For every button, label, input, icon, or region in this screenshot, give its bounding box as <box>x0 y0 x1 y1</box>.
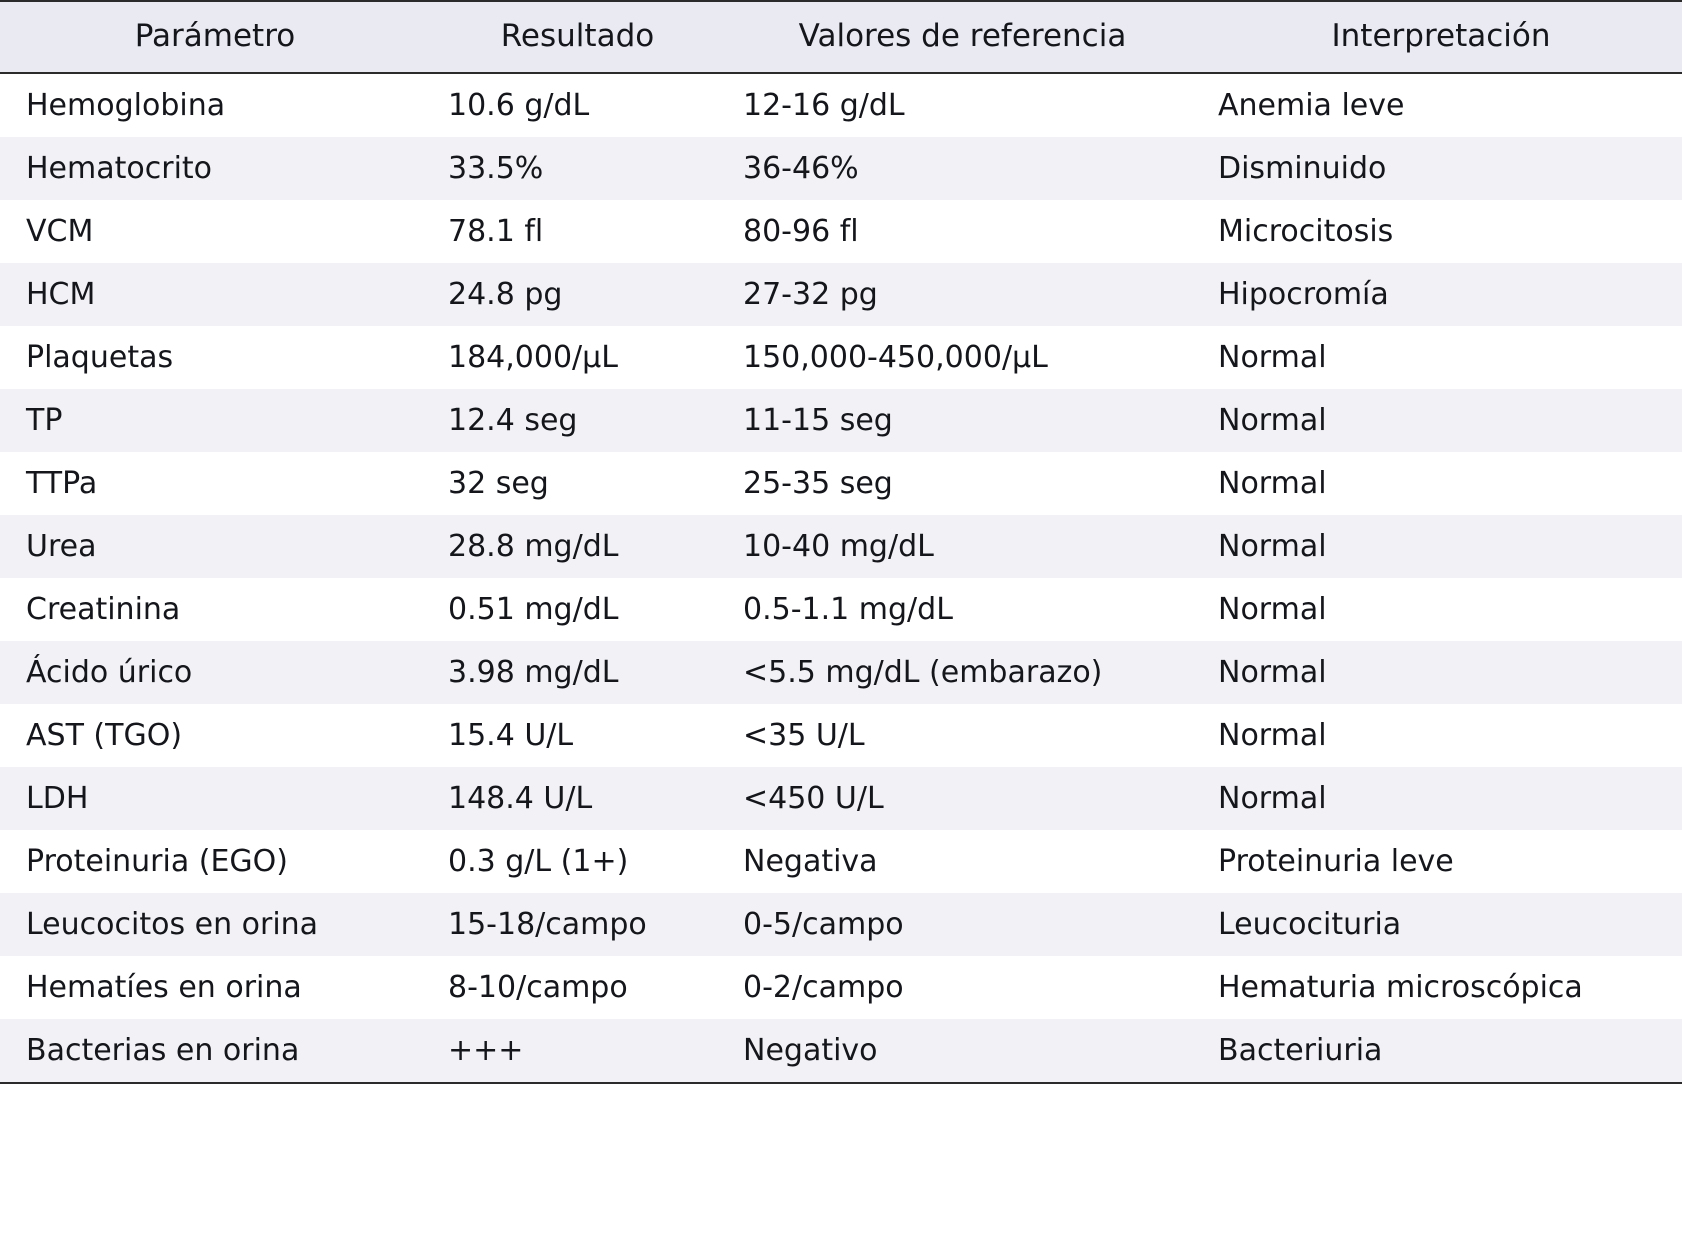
table-row <box>0 452 1682 515</box>
cell-interpretacion: Bacteriuria <box>1200 1019 1682 1083</box>
cell-resultado: 78.1 fl <box>430 200 725 263</box>
cell-valores-referencia: 10-40 mg/dL <box>725 515 1200 578</box>
table-header <box>0 1 1682 73</box>
table-row <box>0 263 1682 326</box>
cell-interpretacion: Leucocituria <box>1200 893 1682 956</box>
cell-valores-referencia: 11-15 seg <box>725 389 1200 452</box>
cell-interpretacion: Normal <box>1200 578 1682 641</box>
table-row <box>0 200 1682 263</box>
cell-interpretacion: Anemia leve <box>1200 73 1682 137</box>
cell-resultado: 33.5% <box>430 137 725 200</box>
cell-resultado: 28.8 mg/dL <box>430 515 725 578</box>
cell-resultado: 12.4 seg <box>430 389 725 452</box>
cell-resultado: 0.3 g/L (1+) <box>430 830 725 893</box>
cell-parametro: Hematocrito <box>0 137 430 200</box>
cell-resultado: 8-10/campo <box>430 956 725 1019</box>
cell-parametro: TP <box>0 389 430 452</box>
cell-parametro: Proteinuria (EGO) <box>0 830 430 893</box>
cell-parametro: Ácido úrico <box>0 641 430 704</box>
column-header-resultado: Resultado <box>430 1 725 73</box>
cell-interpretacion: Normal <box>1200 641 1682 704</box>
cell-resultado: 184,000/µL <box>430 326 725 389</box>
cell-resultado: 148.4 U/L <box>430 767 725 830</box>
cell-resultado: 15-18/campo <box>430 893 725 956</box>
table-row <box>0 641 1682 704</box>
table-row <box>0 704 1682 767</box>
cell-valores-referencia: 80-96 fl <box>725 200 1200 263</box>
cell-interpretacion: Normal <box>1200 326 1682 389</box>
cell-parametro: Plaquetas <box>0 326 430 389</box>
cell-resultado: 10.6 g/dL <box>430 73 725 137</box>
table-row <box>0 767 1682 830</box>
cell-parametro: TTPa <box>0 452 430 515</box>
cell-interpretacion: Normal <box>1200 704 1682 767</box>
cell-valores-referencia: 12-16 g/dL <box>725 73 1200 137</box>
cell-parametro: VCM <box>0 200 430 263</box>
cell-valores-referencia: <35 U/L <box>725 704 1200 767</box>
cell-parametro: LDH <box>0 767 430 830</box>
table-row <box>0 515 1682 578</box>
cell-valores-referencia: 0.5-1.1 mg/dL <box>725 578 1200 641</box>
cell-valores-referencia: 0-2/campo <box>725 956 1200 1019</box>
cell-valores-referencia: <450 U/L <box>725 767 1200 830</box>
column-header-valores-referencia: Valores de referencia <box>725 1 1200 73</box>
table-row <box>0 326 1682 389</box>
cell-valores-referencia: 36-46% <box>725 137 1200 200</box>
cell-parametro: HCM <box>0 263 430 326</box>
cell-resultado: 0.51 mg/dL <box>430 578 725 641</box>
cell-parametro: Creatinina <box>0 578 430 641</box>
table-row <box>0 137 1682 200</box>
table-row <box>0 956 1682 1019</box>
cell-interpretacion: Normal <box>1200 515 1682 578</box>
cell-interpretacion: Hipocromía <box>1200 263 1682 326</box>
cell-valores-referencia: Negativa <box>725 830 1200 893</box>
column-header-interpretacion: Interpretación <box>1200 1 1682 73</box>
cell-interpretacion: Microcitosis <box>1200 200 1682 263</box>
cell-parametro: AST (TGO) <box>0 704 430 767</box>
cell-interpretacion: Disminuido <box>1200 137 1682 200</box>
cell-valores-referencia: 27-32 pg <box>725 263 1200 326</box>
table-row <box>0 1019 1682 1083</box>
cell-resultado: +++ <box>430 1019 725 1083</box>
table-row <box>0 830 1682 893</box>
table-header-row <box>0 1 1682 73</box>
cell-parametro: Urea <box>0 515 430 578</box>
table-row <box>0 578 1682 641</box>
cell-parametro: Leucocitos en orina <box>0 893 430 956</box>
table-row <box>0 73 1682 137</box>
cell-interpretacion: Hematuria microscópica <box>1200 956 1682 1019</box>
cell-valores-referencia: <5.5 mg/dL (embarazo) <box>725 641 1200 704</box>
table-row <box>0 893 1682 956</box>
cell-parametro: Hemoglobina <box>0 73 430 137</box>
cell-resultado: 32 seg <box>430 452 725 515</box>
cell-parametro: Hematíes en orina <box>0 956 430 1019</box>
table-body <box>0 73 1682 1083</box>
cell-valores-referencia: 150,000-450,000/µL <box>725 326 1200 389</box>
column-header-parametro: Parámetro <box>0 1 430 73</box>
table-row <box>0 389 1682 452</box>
cell-interpretacion: Normal <box>1200 389 1682 452</box>
cell-interpretacion: Normal <box>1200 767 1682 830</box>
cell-resultado: 3.98 mg/dL <box>430 641 725 704</box>
cell-interpretacion: Normal <box>1200 452 1682 515</box>
cell-valores-referencia: Negativo <box>725 1019 1200 1083</box>
cell-valores-referencia: 25-35 seg <box>725 452 1200 515</box>
cell-valores-referencia: 0-5/campo <box>725 893 1200 956</box>
cell-resultado: 24.8 pg <box>430 263 725 326</box>
cell-resultado: 15.4 U/L <box>430 704 725 767</box>
cell-parametro: Bacterias en orina <box>0 1019 430 1083</box>
cell-interpretacion: Proteinuria leve <box>1200 830 1682 893</box>
